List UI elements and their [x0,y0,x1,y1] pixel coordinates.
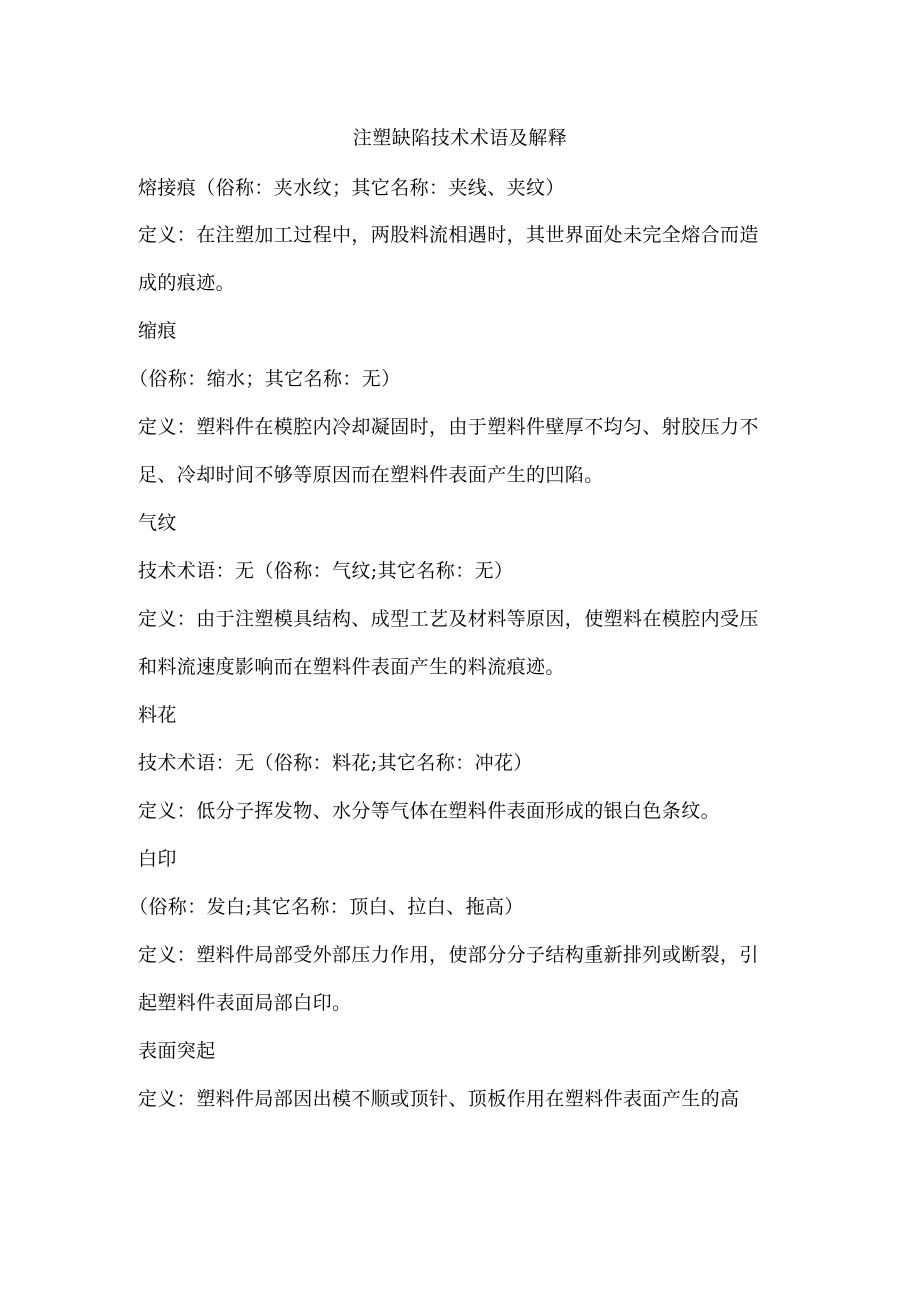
definition-line: 起塑料件表面局部白印。 [138,992,352,1014]
term-heading-stress-whitening: 白印 [138,848,177,870]
document-title: 注塑缺陷技术术语及解释 [352,127,568,149]
term-alias-line: （俗称：发白;其它名称：顶白、拉白、拖高） [129,896,524,918]
definition-line: 定义：在注塑加工过程中，两股料流相遇时，其世界面处未完全熔合而造 [138,224,759,246]
definition-line: 定义：塑料件局部受外部压力作用，使部分分子结构重新排列或断裂，引 [138,944,759,966]
term-heading-splay: 料花 [138,704,177,726]
term-alias-line: 技术术语：无（俗称：气纹;其它名称：无） [138,560,514,582]
term-heading-weld-line: 熔接痕（俗称：夹水纹；其它名称：夹线、夹纹） [138,177,565,199]
term-alias-line: （俗称：缩水；其它名称：无） [129,368,401,390]
term-heading-surface-protrusion: 表面突起 [138,1040,216,1062]
term-alias-line: 技术术语：无（俗称：料花;其它名称：冲花） [138,752,533,774]
definition-line: 定义：塑料件局部因出模不顺或顶针、顶板作用在塑料件表面产生的高 [138,1088,740,1110]
definition-line: 和料流速度影响而在塑料件表面产生的料流痕迹。 [138,656,565,678]
definition-line: 足、冷却时间不够等原因而在塑料件表面产生的凹陷。 [138,464,604,486]
term-heading-gas-mark: 气纹 [138,512,177,534]
definition-line: 定义：由于注塑模具结构、成型工艺及材料等原因，使塑料在模腔内受压 [138,608,759,630]
definition-line: 定义：塑料件在模腔内冷却凝固时，由于塑料件壁厚不均匀、射胶压力不 [138,416,759,438]
definition-line: 定义：低分子挥发物、水分等气体在塑料件表面形成的银白色条纹。 [138,800,721,822]
term-heading-sink-mark: 缩痕 [138,320,177,342]
definition-line: 成的痕迹。 [138,272,236,294]
